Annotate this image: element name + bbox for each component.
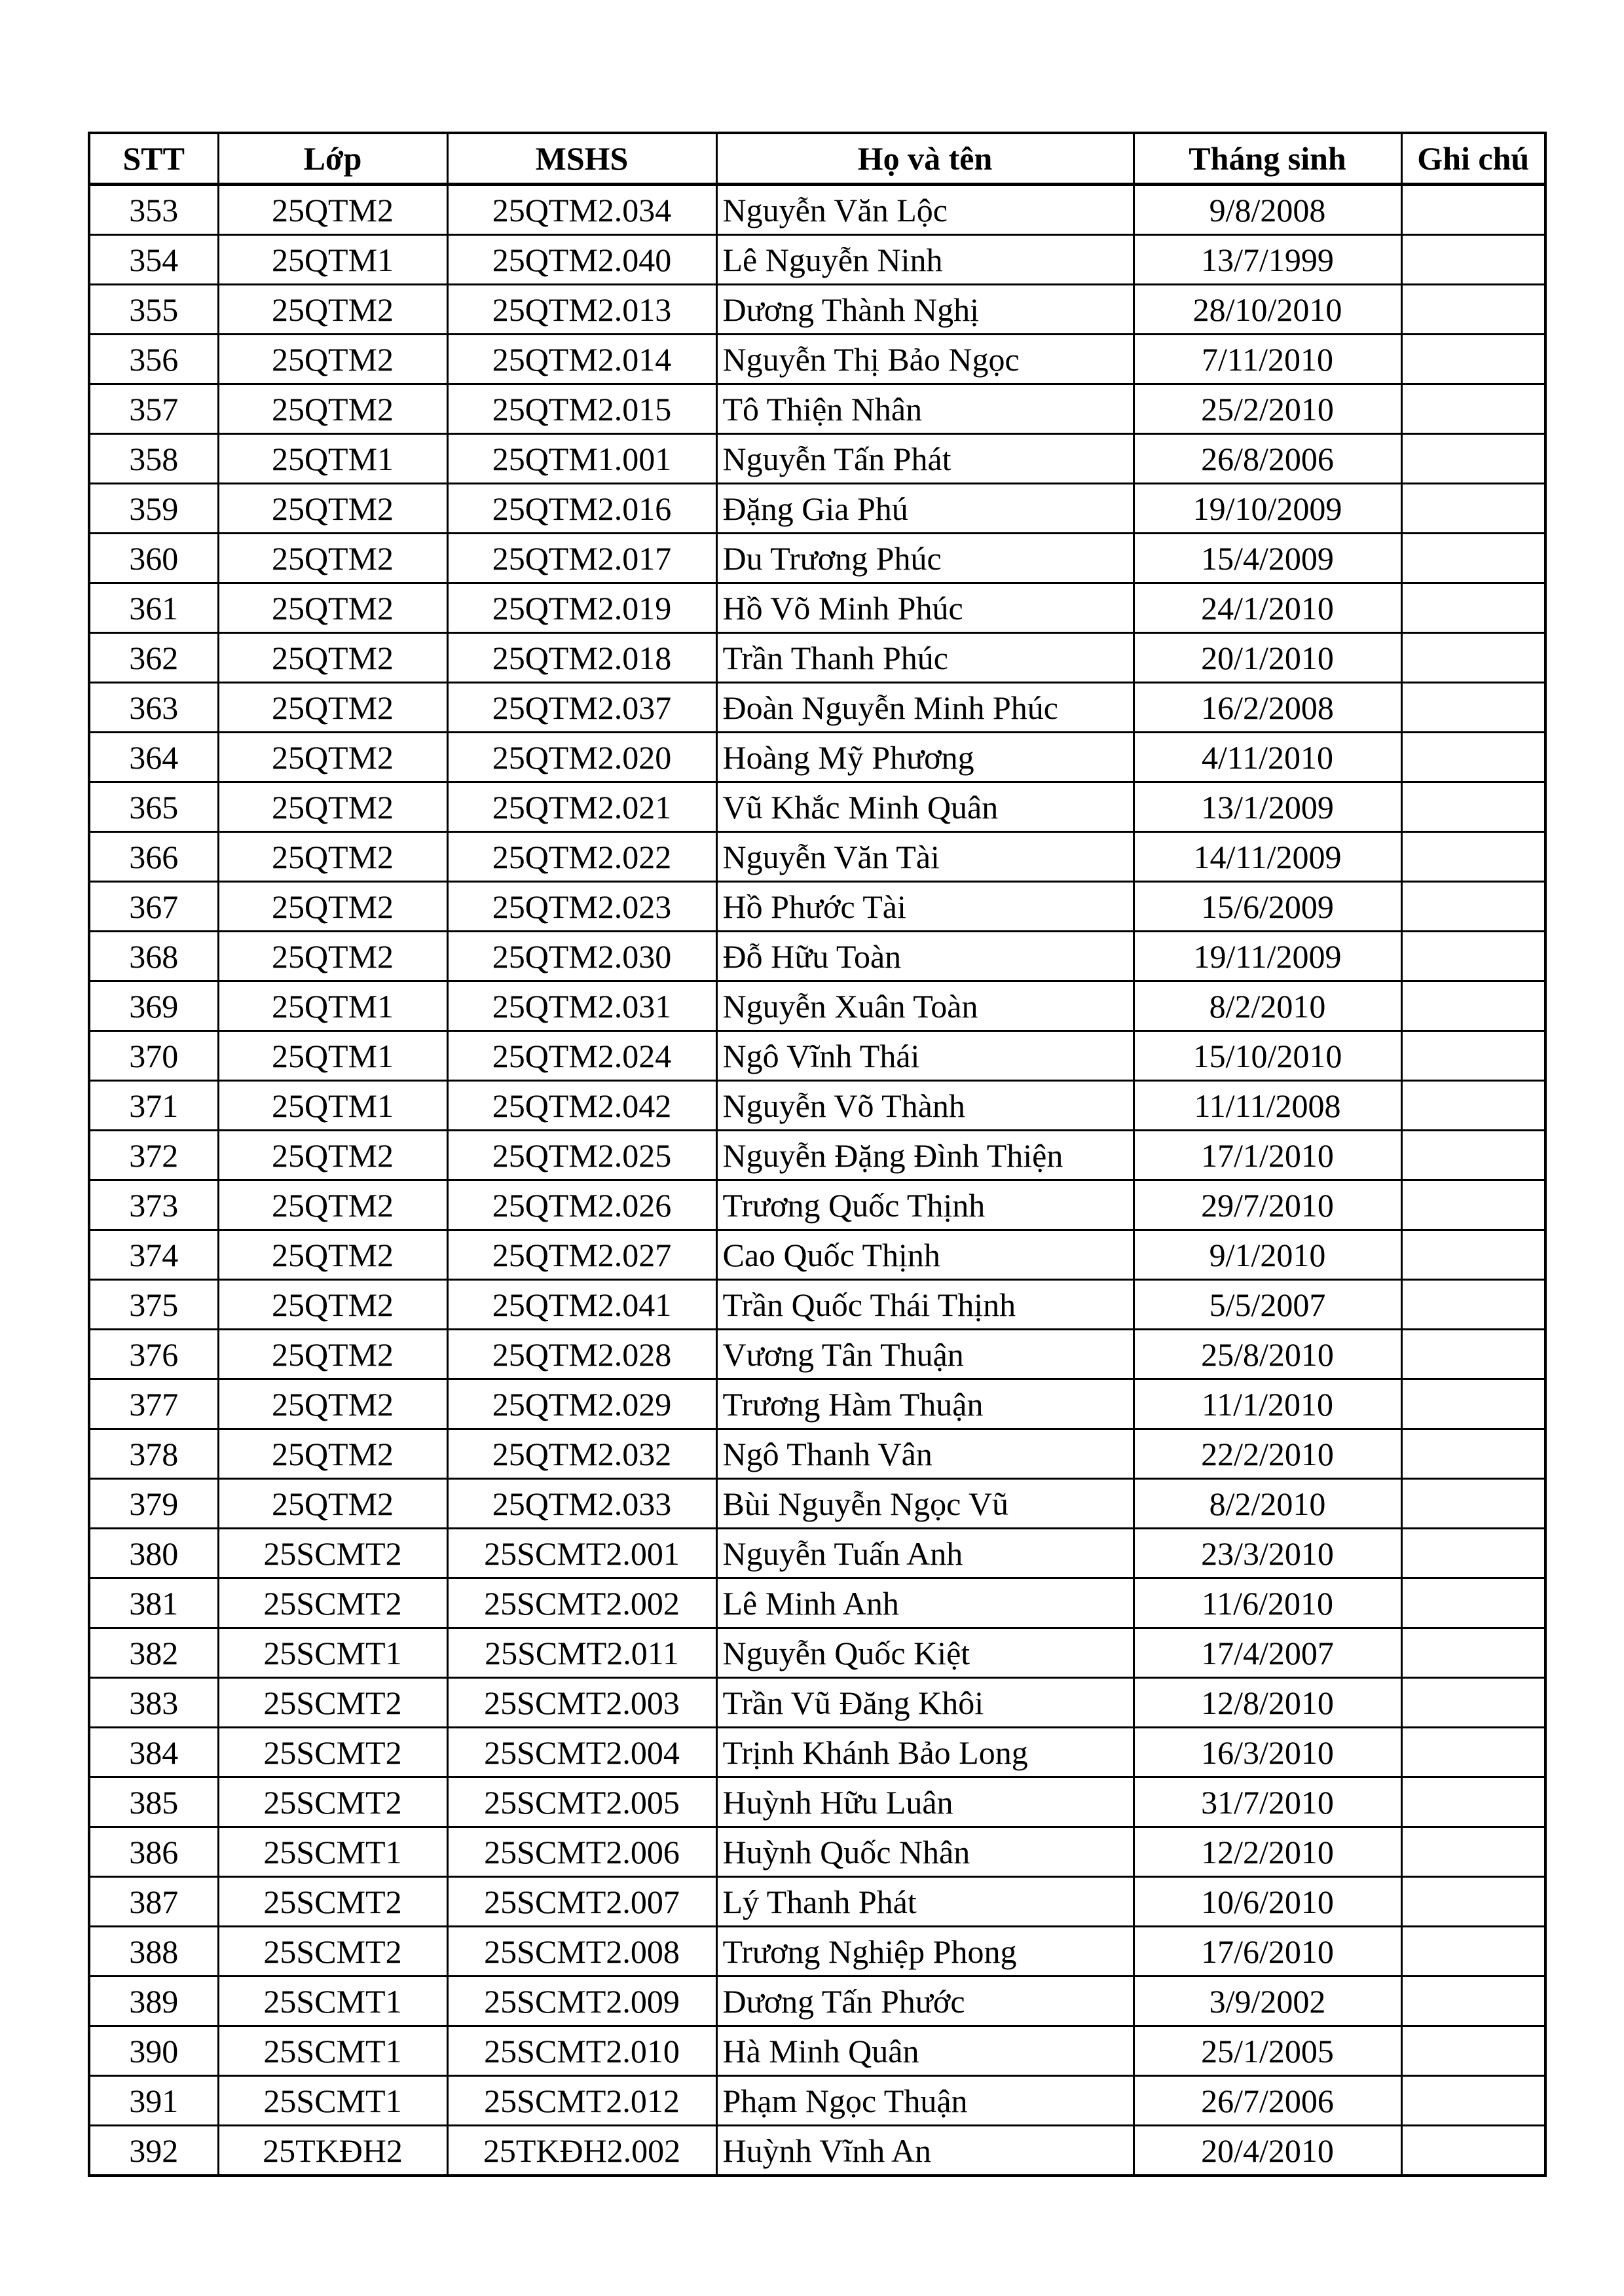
cell-stt: 391 (89, 2076, 218, 2126)
cell-stt: 371 (89, 1081, 218, 1131)
cell-birth-date: 7/11/2010 (1134, 335, 1401, 384)
cell-note (1401, 882, 1545, 932)
cell-stt: 357 (89, 384, 218, 434)
cell-note (1401, 1081, 1545, 1131)
cell-class: 25QTM1 (218, 981, 447, 1031)
cell-full-name: Trương Quốc Thịnh (716, 1180, 1134, 1230)
cell-full-name: Nguyễn Tuấn Anh (716, 1529, 1134, 1578)
cell-note (1401, 335, 1545, 384)
cell-note (1401, 1180, 1545, 1230)
cell-full-name: Phạm Ngọc Thuận (716, 2076, 1134, 2126)
cell-student-id: 25QTM2.016 (447, 484, 716, 534)
cell-student-id: 25SCMT2.003 (447, 1678, 716, 1728)
cell-class: 25QTM2 (218, 484, 447, 534)
cell-class: 25TKĐH2 (218, 2126, 447, 2176)
cell-note (1401, 2026, 1545, 2076)
cell-class: 25SCMT1 (218, 2026, 447, 2076)
cell-full-name: Nguyễn Xuân Toàn (716, 981, 1134, 1031)
cell-student-id: 25QTM2.017 (447, 534, 716, 583)
cell-note (1401, 285, 1545, 335)
cell-birth-date: 8/2/2010 (1134, 1479, 1401, 1529)
cell-note (1401, 1678, 1545, 1728)
cell-note (1401, 683, 1545, 733)
cell-stt: 368 (89, 932, 218, 981)
cell-stt: 356 (89, 335, 218, 384)
cell-full-name: Huỳnh Quốc Nhân (716, 1827, 1134, 1877)
cell-full-name: Cao Quốc Thịnh (716, 1230, 1134, 1280)
cell-full-name: Nguyễn Tấn Phát (716, 434, 1134, 484)
cell-full-name: Nguyễn Võ Thành (716, 1081, 1134, 1131)
cell-student-id: 25SCMT2.002 (447, 1578, 716, 1628)
cell-class: 25QTM1 (218, 235, 447, 285)
cell-stt: 380 (89, 1529, 218, 1578)
cell-stt: 358 (89, 434, 218, 484)
cell-birth-date: 16/3/2010 (1134, 1728, 1401, 1777)
table-row (89, 1877, 1545, 1927)
cell-birth-date: 20/1/2010 (1134, 633, 1401, 683)
cell-note (1401, 1877, 1545, 1927)
cell-birth-date: 26/7/2006 (1134, 2076, 1401, 2126)
cell-note (1401, 981, 1545, 1031)
cell-full-name: Hà Minh Quân (716, 2026, 1134, 2076)
cell-stt: 387 (89, 1877, 218, 1927)
cell-note (1401, 534, 1545, 583)
cell-birth-date: 15/10/2010 (1134, 1031, 1401, 1081)
cell-stt: 355 (89, 285, 218, 335)
cell-stt: 367 (89, 882, 218, 932)
cell-note (1401, 1230, 1545, 1280)
cell-full-name: Hồ Phước Tài (716, 882, 1134, 932)
cell-full-name: Nguyễn Văn Tài (716, 832, 1134, 882)
cell-class: 25QTM2 (218, 583, 447, 633)
cell-birth-date: 15/6/2009 (1134, 882, 1401, 932)
table-row (89, 1728, 1545, 1777)
cell-class: 25QTM2 (218, 185, 447, 235)
cell-full-name: Trịnh Khánh Bảo Long (716, 1728, 1134, 1777)
cell-class: 25QTM1 (218, 1081, 447, 1131)
cell-stt: 364 (89, 733, 218, 782)
cell-birth-date: 17/6/2010 (1134, 1927, 1401, 1977)
cell-note (1401, 1728, 1545, 1777)
cell-class: 25QTM2 (218, 882, 447, 932)
cell-stt: 386 (89, 1827, 218, 1877)
cell-student-id: 25QTM2.013 (447, 285, 716, 335)
cell-stt: 360 (89, 534, 218, 583)
table-row (89, 484, 1545, 534)
cell-note (1401, 1578, 1545, 1628)
cell-full-name: Nguyễn Thị Bảo Ngọc (716, 335, 1134, 384)
cell-stt: 372 (89, 1131, 218, 1180)
table-row (89, 981, 1545, 1031)
cell-class: 25QTM2 (218, 534, 447, 583)
cell-stt: 383 (89, 1678, 218, 1728)
cell-student-id: 25QTM2.042 (447, 1081, 716, 1131)
table-row (89, 882, 1545, 932)
cell-note (1401, 832, 1545, 882)
cell-student-id: 25QTM2.023 (447, 882, 716, 932)
cell-full-name: Dương Tấn Phước (716, 1977, 1134, 2026)
cell-birth-date: 17/4/2007 (1134, 1628, 1401, 1678)
table-row (89, 1379, 1545, 1429)
cell-stt: 362 (89, 633, 218, 683)
cell-birth-date: 11/6/2010 (1134, 1578, 1401, 1628)
cell-student-id: 25QTM2.027 (447, 1230, 716, 1280)
cell-note (1401, 1827, 1545, 1877)
cell-full-name: Huỳnh Vĩnh An (716, 2126, 1134, 2176)
cell-student-id: 25QTM2.037 (447, 683, 716, 733)
cell-student-id: 25QTM2.029 (447, 1379, 716, 1429)
table-row (89, 1578, 1545, 1628)
cell-stt: 373 (89, 1180, 218, 1230)
table-row (89, 733, 1545, 782)
cell-class: 25SCMT2 (218, 1728, 447, 1777)
cell-student-id: 25QTM2.026 (447, 1180, 716, 1230)
table-row (89, 1230, 1545, 1280)
cell-stt: 374 (89, 1230, 218, 1280)
cell-note (1401, 1379, 1545, 1429)
cell-student-id: 25QTM2.019 (447, 583, 716, 633)
cell-full-name: Đặng Gia Phú (716, 484, 1134, 534)
cell-note (1401, 1777, 1545, 1827)
table-row (89, 782, 1545, 832)
table-row (89, 1131, 1545, 1180)
table-row (89, 1330, 1545, 1379)
cell-note (1401, 434, 1545, 484)
cell-stt: 375 (89, 1280, 218, 1330)
cell-full-name: Vương Tân Thuận (716, 1330, 1134, 1379)
cell-birth-date: 14/11/2009 (1134, 832, 1401, 882)
cell-student-id: 25SCMT2.006 (447, 1827, 716, 1877)
cell-birth-date: 10/6/2010 (1134, 1877, 1401, 1927)
cell-student-id: 25QTM2.040 (447, 235, 716, 285)
cell-birth-date: 19/11/2009 (1134, 932, 1401, 981)
cell-note (1401, 235, 1545, 285)
cell-birth-date: 25/1/2005 (1134, 2026, 1401, 2076)
cell-class: 25SCMT2 (218, 1578, 447, 1628)
cell-birth-date: 26/8/2006 (1134, 434, 1401, 484)
cell-note (1401, 384, 1545, 434)
cell-note (1401, 782, 1545, 832)
cell-stt: 354 (89, 235, 218, 285)
table-row (89, 1777, 1545, 1827)
cell-stt: 377 (89, 1379, 218, 1429)
cell-class: 25QTM2 (218, 1230, 447, 1280)
cell-stt: 382 (89, 1628, 218, 1678)
table-row (89, 1678, 1545, 1728)
cell-note (1401, 633, 1545, 683)
table-body (89, 185, 1545, 2176)
cell-stt: 392 (89, 2126, 218, 2176)
header-row (89, 133, 1545, 185)
header-birth-date: Tháng sinh (1134, 133, 1401, 185)
cell-student-id: 25QTM2.015 (447, 384, 716, 434)
cell-note (1401, 1628, 1545, 1678)
cell-class: 25QTM1 (218, 434, 447, 484)
cell-birth-date: 25/2/2010 (1134, 384, 1401, 434)
cell-birth-date: 24/1/2010 (1134, 583, 1401, 633)
cell-student-id: 25QTM2.033 (447, 1479, 716, 1529)
cell-full-name: Vũ Khắc Minh Quân (716, 782, 1134, 832)
cell-note (1401, 1479, 1545, 1529)
cell-birth-date: 31/7/2010 (1134, 1777, 1401, 1827)
cell-stt: 366 (89, 832, 218, 882)
cell-birth-date: 29/7/2010 (1134, 1180, 1401, 1230)
cell-note (1401, 1131, 1545, 1180)
cell-stt: 384 (89, 1728, 218, 1777)
cell-birth-date: 22/2/2010 (1134, 1429, 1401, 1479)
cell-birth-date: 25/8/2010 (1134, 1330, 1401, 1379)
cell-student-id: 25QTM2.031 (447, 981, 716, 1031)
cell-note (1401, 1977, 1545, 2026)
header-full-name: Họ và tên (716, 133, 1134, 185)
cell-student-id: 25TKĐH2.002 (447, 2126, 716, 2176)
cell-student-id: 25QTM2.025 (447, 1131, 716, 1180)
cell-class: 25QTM2 (218, 1280, 447, 1330)
cell-class: 25SCMT2 (218, 1877, 447, 1927)
cell-birth-date: 13/1/2009 (1134, 782, 1401, 832)
cell-class: 25QTM2 (218, 384, 447, 434)
cell-student-id: 25QTM2.018 (447, 633, 716, 683)
table-row (89, 932, 1545, 981)
cell-note (1401, 185, 1545, 235)
cell-full-name: Hồ Võ Minh Phúc (716, 583, 1134, 633)
cell-student-id: 25QTM2.014 (447, 335, 716, 384)
cell-note (1401, 1280, 1545, 1330)
cell-note (1401, 1529, 1545, 1578)
table-row (89, 1927, 1545, 1977)
cell-class: 25SCMT2 (218, 1777, 447, 1827)
header-note: Ghi chú (1401, 133, 1545, 185)
cell-full-name: Trần Thanh Phúc (716, 633, 1134, 683)
cell-full-name: Đoàn Nguyễn Minh Phúc (716, 683, 1134, 733)
table-row (89, 1628, 1545, 1678)
cell-stt: 363 (89, 683, 218, 733)
cell-stt: 370 (89, 1031, 218, 1081)
table-row (89, 1180, 1545, 1230)
cell-birth-date: 8/2/2010 (1134, 981, 1401, 1031)
cell-birth-date: 9/8/2008 (1134, 185, 1401, 235)
cell-class: 25QTM2 (218, 832, 447, 882)
cell-class: 25QTM2 (218, 782, 447, 832)
cell-class: 25SCMT1 (218, 1977, 447, 2026)
cell-note (1401, 583, 1545, 633)
table-row (89, 185, 1545, 235)
cell-birth-date: 28/10/2010 (1134, 285, 1401, 335)
table-row (89, 384, 1545, 434)
cell-full-name: Ngô Vĩnh Thái (716, 1031, 1134, 1081)
cell-student-id: 25QTM2.041 (447, 1280, 716, 1330)
cell-full-name: Huỳnh Hữu Luân (716, 1777, 1134, 1827)
cell-student-id: 25QTM2.020 (447, 733, 716, 782)
cell-class: 25QTM2 (218, 1429, 447, 1479)
cell-birth-date: 17/1/2010 (1134, 1131, 1401, 1180)
cell-class: 25QTM2 (218, 335, 447, 384)
header-student-id: MSHS (447, 133, 716, 185)
cell-class: 25QTM2 (218, 932, 447, 981)
cell-class: 25SCMT2 (218, 1678, 447, 1728)
table-row (89, 633, 1545, 683)
cell-full-name: Trương Hàm Thuận (716, 1379, 1134, 1429)
cell-full-name: Trần Vũ Đăng Khôi (716, 1678, 1134, 1728)
cell-student-id: 25SCMT2.001 (447, 1529, 716, 1578)
cell-note (1401, 1429, 1545, 1479)
cell-class: 25SCMT1 (218, 2076, 447, 2126)
cell-student-id: 25QTM2.021 (447, 782, 716, 832)
table-row (89, 2076, 1545, 2126)
cell-student-id: 25SCMT2.011 (447, 1628, 716, 1678)
cell-birth-date: 3/9/2002 (1134, 1977, 1401, 2026)
cell-stt: 381 (89, 1578, 218, 1628)
cell-student-id: 25SCMT2.004 (447, 1728, 716, 1777)
table-row (89, 832, 1545, 882)
cell-class: 25SCMT1 (218, 1628, 447, 1678)
cell-birth-date: 16/2/2008 (1134, 683, 1401, 733)
table-row (89, 1529, 1545, 1578)
cell-note (1401, 484, 1545, 534)
table-row (89, 2026, 1545, 2076)
cell-note (1401, 1927, 1545, 1977)
cell-full-name: Bùi Nguyễn Ngọc Vũ (716, 1479, 1134, 1529)
cell-full-name: Lý Thanh Phát (716, 1877, 1134, 1927)
cell-full-name: Lê Nguyễn Ninh (716, 235, 1134, 285)
cell-birth-date: 19/10/2009 (1134, 484, 1401, 534)
cell-note (1401, 2126, 1545, 2176)
cell-full-name: Ngô Thanh Vân (716, 1429, 1134, 1479)
cell-full-name: Nguyễn Văn Lộc (716, 185, 1134, 235)
cell-student-id: 25QTM2.022 (447, 832, 716, 882)
cell-class: 25QTM2 (218, 633, 447, 683)
cell-student-id: 25QTM2.028 (447, 1330, 716, 1379)
cell-note (1401, 932, 1545, 981)
cell-class: 25QTM2 (218, 1131, 447, 1180)
cell-note (1401, 2076, 1545, 2126)
cell-class: 25QTM2 (218, 1479, 447, 1529)
cell-birth-date: 12/8/2010 (1134, 1678, 1401, 1728)
table-row (89, 285, 1545, 335)
table-row (89, 1479, 1545, 1529)
table-row (89, 1827, 1545, 1877)
cell-stt: 378 (89, 1429, 218, 1479)
table-row (89, 2126, 1545, 2176)
cell-stt: 376 (89, 1330, 218, 1379)
cell-note (1401, 1031, 1545, 1081)
student-table (88, 132, 1547, 2177)
table-row (89, 235, 1545, 285)
cell-birth-date: 5/5/2007 (1134, 1280, 1401, 1330)
cell-stt: 369 (89, 981, 218, 1031)
cell-birth-date: 11/1/2010 (1134, 1379, 1401, 1429)
cell-class: 25QTM2 (218, 733, 447, 782)
cell-class: 25QTM2 (218, 1379, 447, 1429)
cell-full-name: Du Trương Phúc (716, 534, 1134, 583)
cell-birth-date: 20/4/2010 (1134, 2126, 1401, 2176)
cell-stt: 379 (89, 1479, 218, 1529)
cell-full-name: Trần Quốc Thái Thịnh (716, 1280, 1134, 1330)
cell-class: 25QTM2 (218, 683, 447, 733)
cell-note (1401, 733, 1545, 782)
cell-stt: 365 (89, 782, 218, 832)
cell-student-id: 25QTM1.001 (447, 434, 716, 484)
cell-birth-date: 9/1/2010 (1134, 1230, 1401, 1280)
table-row (89, 1977, 1545, 2026)
cell-class: 25QTM2 (218, 1330, 447, 1379)
cell-full-name: Nguyễn Đặng Đình Thiện (716, 1131, 1134, 1180)
cell-student-id: 25SCMT2.009 (447, 1977, 716, 2026)
cell-student-id: 25SCMT2.007 (447, 1877, 716, 1927)
cell-class: 25SCMT2 (218, 1927, 447, 1977)
cell-birth-date: 11/11/2008 (1134, 1081, 1401, 1131)
cell-student-id: 25SCMT2.012 (447, 2076, 716, 2126)
cell-birth-date: 15/4/2009 (1134, 534, 1401, 583)
cell-class: 25QTM2 (218, 1180, 447, 1230)
cell-full-name: Dương Thành Nghị (716, 285, 1134, 335)
cell-full-name: Trương Nghiệp Phong (716, 1927, 1134, 1977)
cell-full-name: Tô Thiện Nhân (716, 384, 1134, 434)
cell-full-name: Nguyễn Quốc Kiệt (716, 1628, 1134, 1678)
cell-class: 25QTM2 (218, 285, 447, 335)
cell-student-id: 25SCMT2.010 (447, 2026, 716, 2076)
cell-student-id: 25QTM2.024 (447, 1031, 716, 1081)
table-row (89, 1031, 1545, 1081)
cell-student-id: 25QTM2.034 (447, 185, 716, 235)
cell-student-id: 25QTM2.032 (447, 1429, 716, 1479)
cell-stt: 389 (89, 1977, 218, 2026)
cell-stt: 361 (89, 583, 218, 633)
cell-class: 25SCMT2 (218, 1529, 447, 1578)
table-header (89, 133, 1545, 185)
cell-note (1401, 1330, 1545, 1379)
cell-class: 25QTM1 (218, 1031, 447, 1081)
cell-stt: 390 (89, 2026, 218, 2076)
table-row (89, 683, 1545, 733)
cell-stt: 353 (89, 185, 218, 235)
table-row (89, 434, 1545, 484)
cell-stt: 385 (89, 1777, 218, 1827)
table-row (89, 1280, 1545, 1330)
cell-birth-date: 12/2/2010 (1134, 1827, 1401, 1877)
cell-student-id: 25QTM2.030 (447, 932, 716, 981)
table-row (89, 335, 1545, 384)
cell-full-name: Hoàng Mỹ Phương (716, 733, 1134, 782)
cell-full-name: Đỗ Hữu Toàn (716, 932, 1134, 981)
table-row (89, 583, 1545, 633)
header-stt: STT (89, 133, 218, 185)
table-row (89, 1081, 1545, 1131)
table-row (89, 1429, 1545, 1479)
cell-birth-date: 23/3/2010 (1134, 1529, 1401, 1578)
table-row (89, 534, 1545, 583)
cell-birth-date: 4/11/2010 (1134, 733, 1401, 782)
cell-student-id: 25SCMT2.005 (447, 1777, 716, 1827)
cell-class: 25SCMT1 (218, 1827, 447, 1877)
cell-stt: 388 (89, 1927, 218, 1977)
cell-birth-date: 13/7/1999 (1134, 235, 1401, 285)
cell-stt: 359 (89, 484, 218, 534)
cell-full-name: Lê Minh Anh (716, 1578, 1134, 1628)
header-class: Lớp (218, 133, 447, 185)
cell-student-id: 25SCMT2.008 (447, 1927, 716, 1977)
